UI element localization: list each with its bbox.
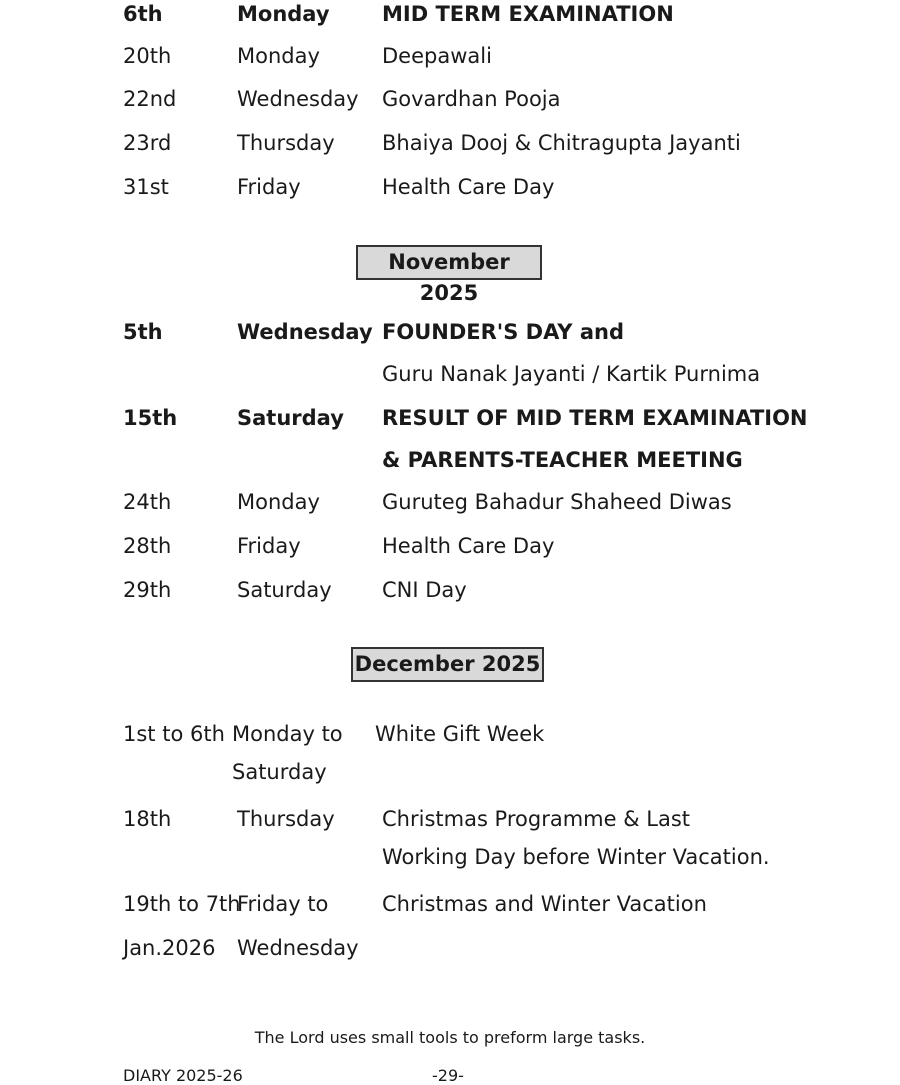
month-heading-december: December 2025 [351, 647, 544, 682]
footer-quote: The Lord uses small tools to preform large tasks. [254, 1028, 646, 1047]
event-title: FOUNDER'S DAY and [382, 320, 624, 344]
event-title: Govardhan Pooja [382, 87, 561, 111]
event-title: Bhaiya Dooj & Chitragupta Jayanti [382, 131, 741, 155]
event-row [0, 314, 900, 350]
event-date: Jan.2026 [123, 936, 216, 960]
event-day: Thursday [237, 807, 335, 831]
event-title: Health Care Day [382, 534, 555, 558]
event-title: Deepawali [382, 44, 492, 68]
event-row [0, 169, 900, 205]
event-day: Monday [237, 490, 320, 514]
event-row [0, 484, 900, 520]
event-row [0, 716, 900, 752]
event-day: Wednesday [237, 320, 373, 344]
event-day: Friday [237, 175, 301, 199]
event-row [0, 125, 900, 161]
event-day: Monday to [232, 722, 343, 746]
event-date: 19th to 7th [123, 892, 241, 916]
event-date: 6th [123, 2, 163, 26]
event-date: 1st to 6th [123, 722, 225, 746]
event-title: Guruteg Bahadur Shaheed Diwas [382, 490, 732, 514]
event-date: 22nd [123, 87, 177, 111]
event-title: Christmas and Winter Vacation [382, 892, 707, 916]
event-date: 28th [123, 534, 172, 558]
event-date: 5th [123, 320, 163, 344]
event-row [0, 886, 900, 922]
event-title: White Gift Week [375, 722, 545, 746]
event-day: Saturday [237, 406, 344, 430]
event-row [0, 528, 900, 564]
event-day: Monday [237, 2, 330, 26]
event-date: 29th [123, 578, 172, 602]
event-row [0, 839, 900, 875]
event-day: Saturday [232, 760, 327, 784]
event-title: Guru Nanak Jayanti / Kartik Purnima [382, 362, 761, 386]
event-date: 20th [123, 44, 172, 68]
event-row [0, 400, 900, 436]
event-row [0, 572, 900, 608]
event-date: 18th [123, 807, 172, 831]
event-title: Working Day before Winter Vacation. [382, 845, 770, 869]
event-day: Monday [237, 44, 320, 68]
event-date: 31st [123, 175, 169, 199]
footer-diary-label: DIARY 2025-26 [123, 1066, 243, 1085]
event-row [0, 930, 900, 966]
event-row [0, 801, 900, 837]
event-title: CNI Day [382, 578, 467, 602]
event-date: 23rd [123, 131, 172, 155]
event-row [0, 81, 900, 117]
event-row [0, 0, 900, 32]
event-date: 24th [123, 490, 172, 514]
event-title: MID TERM EXAMINATION [382, 2, 674, 26]
event-day: Friday [237, 534, 301, 558]
event-title: Christmas Programme & Last [382, 807, 691, 831]
event-date: 15th [123, 406, 178, 430]
event-title: RESULT OF MID TERM EXAMINATION [382, 406, 808, 430]
event-day: Thursday [237, 131, 335, 155]
event-row [0, 356, 900, 392]
event-title: & PARENTS-TEACHER MEETING [382, 448, 743, 472]
page-number: -29- [432, 1066, 464, 1085]
event-day: Wednesday [237, 936, 359, 960]
event-row [0, 38, 900, 74]
event-day: Wednesday [237, 87, 359, 111]
event-day: Friday to [237, 892, 329, 916]
event-row [0, 754, 900, 790]
month-heading-november: November 2025 [356, 245, 542, 280]
event-row [0, 442, 900, 478]
event-title: Health Care Day [382, 175, 555, 199]
event-day: Saturday [237, 578, 332, 602]
